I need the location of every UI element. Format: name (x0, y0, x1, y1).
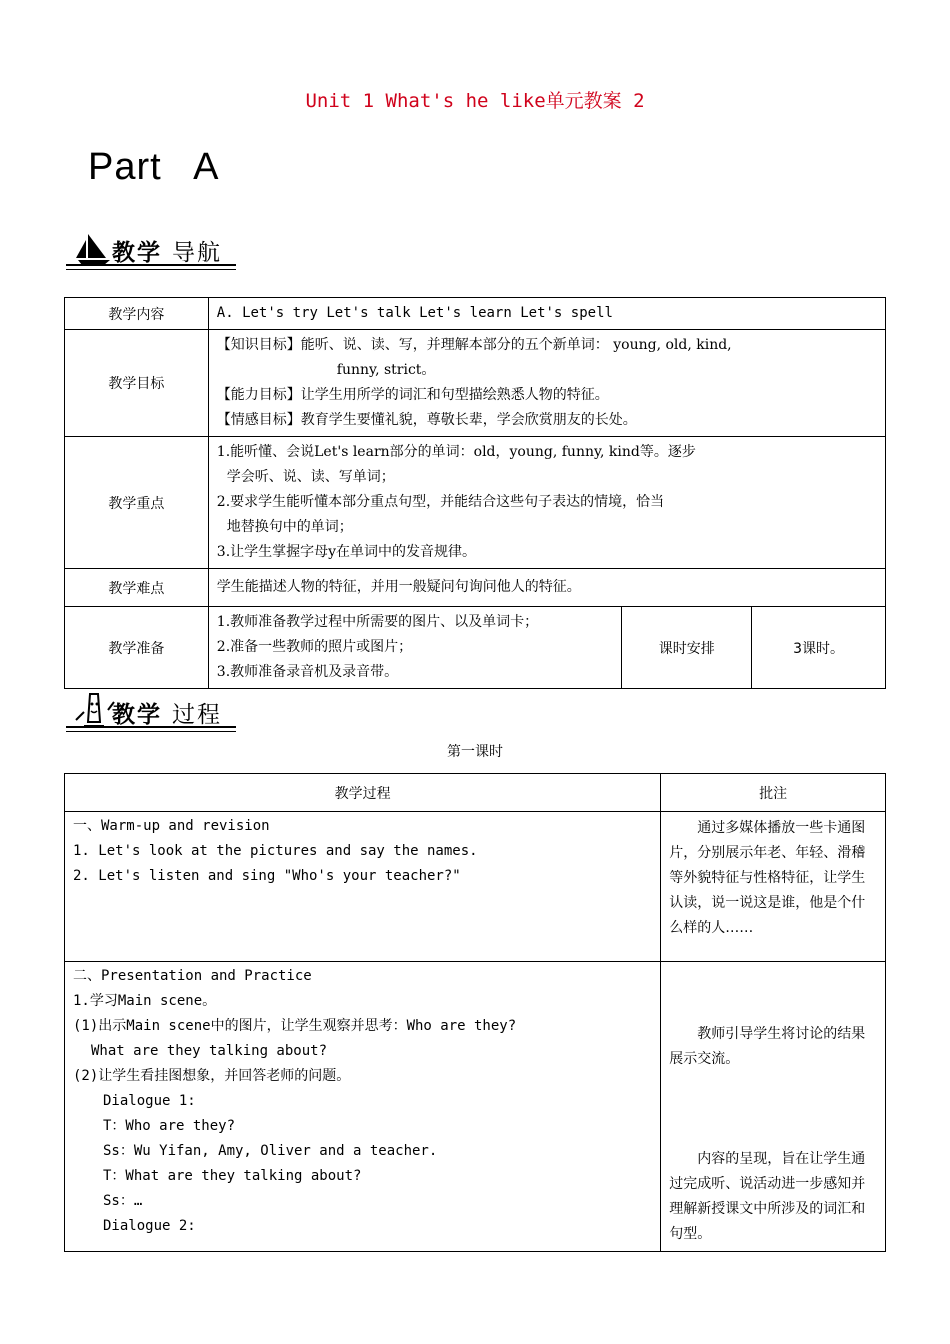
process-line: T：Who are they? (103, 1118, 236, 1134)
process-column-header: 教学过程 (65, 774, 661, 812)
teaching-guide-banner (66, 230, 236, 270)
goals-label: 教学目标 (65, 330, 209, 437)
presentation-notes (661, 962, 886, 1252)
process-line: 2. Let's listen and sing "Who's your teacher?" (73, 868, 461, 884)
notes-column-header: 批注 (661, 774, 886, 812)
content-value: A. Let's try Let's talk Let's learn Let's spell (208, 298, 885, 330)
part-heading: Part A (88, 146, 220, 188)
process-line: 一、Warm-up and revision (73, 818, 270, 834)
teaching-guide-table (64, 297, 886, 689)
content-label: 教学内容 (65, 298, 209, 330)
banner-bold-text: 教学 (112, 240, 162, 266)
key-points-cell (208, 437, 885, 569)
process-line: 1.学习Main scene。 (73, 993, 217, 1009)
key-point-line: 地替换句中的单词； (226, 519, 353, 535)
lesson-title: 第一课时 (447, 744, 503, 760)
goal-line: 【能力目标】让学生用所学的词汇和句型描绘熟悉人物的特征。 (216, 387, 609, 403)
difficult-value: 学生能描述人物的特征，并用一般疑问句询问他人的特征。 (208, 569, 885, 607)
key-point-line: 1.能听懂、会说Let's learn部分的单词：old，young, funny, kind等。逐步 (216, 444, 696, 460)
sailboat-icon (70, 230, 116, 266)
prep-line: 3.教师准备录音机及录音带。 (216, 664, 399, 680)
prep-line: 1.教师准备教学过程中所需要的图片、以及单词卡； (216, 614, 539, 630)
process-line: Ss：Wu Yifan, Amy, Oliver and a teacher. (103, 1143, 438, 1159)
process-line: (2)让学生看挂图想象，并回答老师的问题。 (73, 1068, 351, 1084)
key-point-line: 2.要求学生能听懂本部分重点句型，并能结合这些句子表达的情境，恰当 (216, 494, 665, 510)
goal-line: 【知识目标】能听、说、读、写，并理解本部分的五个新单词： young, old, kind, (216, 337, 732, 353)
schedule-value: 3课时。 (752, 607, 886, 689)
warmup-note: 通过多媒体播放一些卡通图片，分别展示年老、年轻、滑稽等外貌特征与性格特征，让学生认读，说一说这是谁，他是个什么样的人…… (661, 812, 886, 962)
prep-cell (208, 607, 622, 689)
prep-line: 2.准备一些教师的照片或图片； (216, 639, 413, 655)
goal-line: funny, strict。 (336, 362, 436, 378)
process-line: 二、Presentation and Practice (73, 968, 312, 984)
process-line: Dialogue 2: (103, 1218, 196, 1234)
teaching-process-banner (66, 692, 236, 732)
process-line: T：What are they talking about? (103, 1168, 362, 1184)
goal-line: 【情感目标】教育学生要懂礼貌，尊敬长辈，学会欣赏朋友的长处。 (216, 412, 637, 428)
banner-light-text: 导航 (172, 240, 223, 266)
process-line: What are they talking about? (91, 1043, 328, 1059)
banner-bold-text: 教学 (112, 702, 162, 728)
key-point-line: 3.让学生掌握字母y在单词中的发音规律。 (216, 544, 477, 560)
presentation-note-1: 教师引导学生将讨论的结果展示交流。 (669, 1026, 866, 1067)
process-line: Dialogue 1: (103, 1093, 196, 1109)
teaching-process-table (64, 773, 886, 1252)
process-line: 1. Let's look at the pictures and say the names. (73, 843, 478, 859)
banner-light-text: 过程 (172, 702, 223, 728)
process-line: Ss：… (103, 1193, 143, 1209)
difficult-label: 教学难点 (65, 569, 209, 607)
schedule-label: 课时安排 (622, 607, 752, 689)
key-point-line: 学会听、说、读、写单词； (226, 469, 395, 485)
presentation-cell (65, 962, 661, 1252)
goals-cell (208, 330, 885, 437)
presentation-note-2: 内容的呈现，旨在让学生通过完成听、说活动进一步感知并理解新授课文中所涉及的词汇和句型。 (669, 1151, 866, 1242)
key-points-label: 教学重点 (65, 437, 209, 569)
warmup-cell (65, 812, 661, 962)
process-line: (1)出示Main scene中的图片，让学生观察并思考：Who are they? (73, 1018, 517, 1034)
document-title: Unit 1 What's he like单元教案 2 (305, 90, 645, 112)
prep-label: 教学准备 (65, 607, 209, 689)
